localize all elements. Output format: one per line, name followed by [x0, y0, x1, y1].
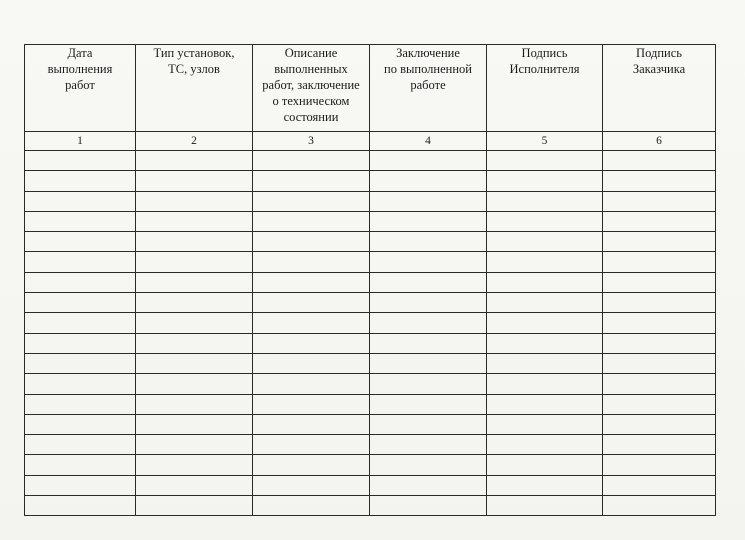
empty-cell [253, 435, 370, 455]
empty-cell [253, 374, 370, 394]
empty-cell [487, 374, 603, 394]
column-number: 6 [603, 132, 716, 151]
column-number: 2 [136, 132, 253, 151]
empty-cell [370, 293, 487, 313]
empty-cell [136, 496, 253, 516]
empty-cell [25, 211, 136, 231]
empty-cell [25, 374, 136, 394]
empty-cell [487, 171, 603, 191]
empty-cell [487, 475, 603, 495]
empty-cell [370, 151, 487, 171]
header-work-description: Описание выполненных работ, заключение о техническом состоянии [253, 45, 370, 132]
empty-cell [370, 414, 487, 434]
empty-cell [370, 232, 487, 252]
empty-cell [370, 394, 487, 414]
empty-cell [487, 151, 603, 171]
table-row [25, 171, 716, 191]
empty-cell [25, 475, 136, 495]
empty-cell [370, 353, 487, 373]
empty-cell [487, 414, 603, 434]
empty-cell [25, 232, 136, 252]
empty-cell [25, 313, 136, 333]
empty-cell [487, 394, 603, 414]
empty-cell [136, 475, 253, 495]
table-row [25, 293, 716, 313]
empty-cell [603, 394, 716, 414]
table-row [25, 414, 716, 434]
header-row [25, 45, 716, 132]
empty-cell [487, 272, 603, 292]
empty-cell [136, 455, 253, 475]
empty-cell [25, 272, 136, 292]
empty-cell [253, 232, 370, 252]
empty-cell [603, 171, 716, 191]
empty-cell [253, 353, 370, 373]
table-row [25, 151, 716, 171]
table-row [25, 353, 716, 373]
empty-cell [487, 333, 603, 353]
empty-cell [253, 394, 370, 414]
empty-cell [136, 374, 253, 394]
empty-cell [370, 272, 487, 292]
empty-cell [25, 353, 136, 373]
empty-cell [603, 313, 716, 333]
empty-cell [136, 191, 253, 211]
empty-cell [487, 252, 603, 272]
empty-cell [136, 414, 253, 434]
empty-cell [136, 171, 253, 191]
empty-cell [487, 232, 603, 252]
empty-cell [603, 232, 716, 252]
column-number: 4 [370, 132, 487, 151]
empty-cell [370, 455, 487, 475]
table-row [25, 333, 716, 353]
table-row [25, 313, 716, 333]
empty-cell [603, 496, 716, 516]
column-number: 5 [487, 132, 603, 151]
empty-cell [370, 171, 487, 191]
empty-cell [136, 232, 253, 252]
empty-cell [25, 455, 136, 475]
empty-cell [25, 496, 136, 516]
header-work-conclusion: Заключение по выполненной работе [370, 45, 487, 132]
empty-cell [487, 313, 603, 333]
empty-cell [370, 435, 487, 455]
empty-cell [603, 435, 716, 455]
empty-cell [136, 252, 253, 272]
empty-cell [603, 272, 716, 292]
empty-cell [253, 171, 370, 191]
empty-cell [253, 252, 370, 272]
empty-cell [370, 333, 487, 353]
table-row [25, 211, 716, 231]
work-log-table [24, 44, 716, 516]
empty-cell [253, 293, 370, 313]
empty-cell [25, 333, 136, 353]
header-equipment-type: Тип установок, ТС, узлов [136, 45, 253, 132]
empty-cell [25, 414, 136, 434]
empty-cell [487, 353, 603, 373]
table-row [25, 272, 716, 292]
empty-cell [25, 435, 136, 455]
empty-cell [370, 313, 487, 333]
empty-cell [603, 151, 716, 171]
table-row [25, 475, 716, 495]
empty-cell [603, 353, 716, 373]
empty-cell [136, 394, 253, 414]
empty-cell [253, 333, 370, 353]
empty-cell [603, 252, 716, 272]
empty-cell [253, 475, 370, 495]
empty-cell [370, 374, 487, 394]
table-row [25, 252, 716, 272]
table-row [25, 435, 716, 455]
table-row [25, 394, 716, 414]
empty-cell [603, 374, 716, 394]
empty-cell [370, 191, 487, 211]
header-work-date: Дата выполнения работ [25, 45, 136, 132]
empty-cell [136, 211, 253, 231]
empty-cell [603, 333, 716, 353]
empty-cell [136, 353, 253, 373]
table-body [25, 151, 716, 516]
empty-cell [253, 414, 370, 434]
table-row [25, 374, 716, 394]
empty-cell [487, 191, 603, 211]
empty-cell [370, 252, 487, 272]
empty-cell [136, 435, 253, 455]
empty-cell [136, 293, 253, 313]
empty-cell [136, 272, 253, 292]
table-row [25, 191, 716, 211]
empty-cell [253, 151, 370, 171]
empty-cell [25, 394, 136, 414]
empty-cell [487, 293, 603, 313]
empty-cell [25, 293, 136, 313]
empty-cell [253, 455, 370, 475]
empty-cell [487, 435, 603, 455]
empty-cell [370, 211, 487, 231]
empty-cell [603, 455, 716, 475]
empty-cell [603, 211, 716, 231]
empty-cell [603, 414, 716, 434]
empty-cell [25, 171, 136, 191]
empty-cell [253, 272, 370, 292]
empty-cell [487, 455, 603, 475]
table-row [25, 232, 716, 252]
empty-cell [136, 151, 253, 171]
empty-cell [253, 191, 370, 211]
empty-cell [603, 293, 716, 313]
empty-cell [136, 313, 253, 333]
column-number: 1 [25, 132, 136, 151]
empty-cell [370, 475, 487, 495]
empty-cell [253, 211, 370, 231]
empty-cell [487, 496, 603, 516]
empty-cell [253, 496, 370, 516]
empty-cell [603, 475, 716, 495]
column-number-row [25, 132, 716, 151]
empty-cell [253, 313, 370, 333]
empty-cell [603, 191, 716, 211]
empty-cell [487, 211, 603, 231]
header-executor-signature: Подпись Исполнителя [487, 45, 603, 132]
table-row [25, 455, 716, 475]
header-customer-signature: Подпись Заказчика [603, 45, 716, 132]
table-row [25, 496, 716, 516]
column-number: 3 [253, 132, 370, 151]
empty-cell [25, 151, 136, 171]
empty-cell [136, 333, 253, 353]
empty-cell [370, 496, 487, 516]
empty-cell [25, 252, 136, 272]
empty-cell [25, 191, 136, 211]
